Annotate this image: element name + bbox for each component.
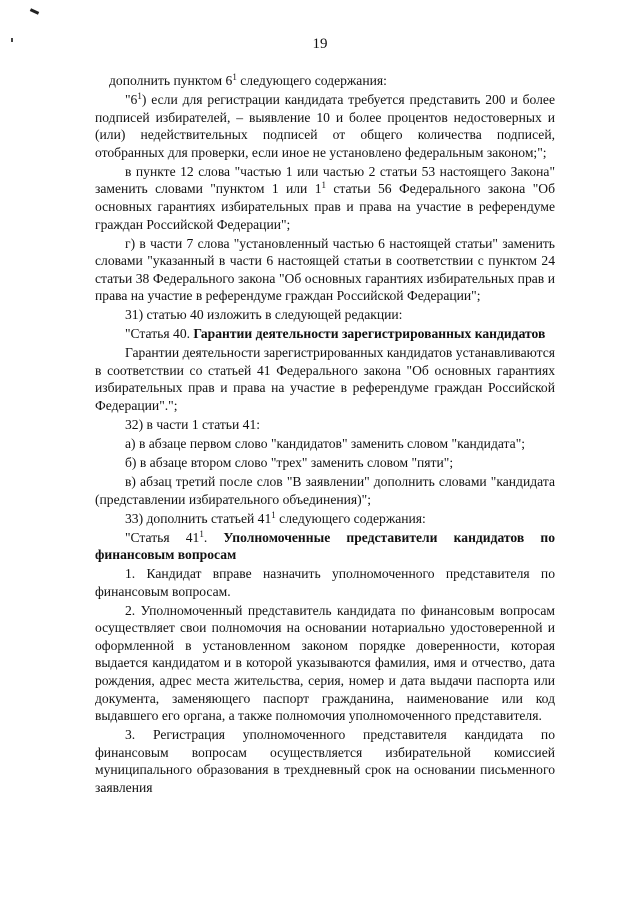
scan-mark [30, 8, 39, 15]
paragraph: 2. Уполномоченный представитель кандидата по финансовым вопросам осуществляет свои полномочия на основании нотариально удостоверенной и оформленной в установленном законом порядке доверенности, которая выдается кандидатом и в которой указываются фамилия, имя и отчество, дата рождения, адрес места жительства, серия, номер и дата выдачи паспорта или документа, заменяющего паспорт гражданина, наименование или код выдавшего его органа, а также полномочия уполномоченного представителя. [95, 602, 555, 724]
paragraph: 31) статью 40 изложить в следующей редакции: [125, 307, 403, 323]
paragraph: а) в абзаце первом слово "кандидатов" заменить словом "кандидата"; [125, 436, 526, 451]
paragraph: Гарантии деятельности зарегистрированных кандидатов устанавливаются в соответствии со статьей 41 Федерального закона "Об основных гарантиях избирательных прав и права на участие в референдуме граждан Российской Федерации"."; [95, 345, 555, 414]
paragraph: "$6^1$) если для регистрации кандидата требуется представить 200 и более подписей избирателей, – выявление 10 и более процентов недостоверных и (или) недействительных подписей от общего количества подписей, отобранных для проверки, если иное не установлено федеральным законом;"; [95, 90, 555, 160]
paragraph: 3. Регистрация уполномоченного представителя кандидата по финансовым вопросам осуществляется избирательной комиссией муниципального образования в трехдневный срок на основании письменного заявления [95, 727, 555, 796]
paragraph: в пункте 12 слова "частью 1 или частью 2 статьи 53 настоящего Закона" заменить словами "пунктом 1 или $1^1$ статьи 56 Федерального закона "Об основных гарантиях избирательных прав и права на участие в референдуме граждан Российской Федерации"; [95, 163, 555, 232]
paragraph: в) абзац третий после слов "В заявлении" дополнить словами "кандидата (представлении избирательного объединения)"; [95, 473, 555, 507]
document-body [95, 72, 555, 798]
article-heading: "Статья $41^1$. Уполномоченные представители кандидатов по финансовым вопросам [95, 528, 555, 563]
paragraph: 33) дополнить статьей $41^1$ следующего содержания: [125, 509, 426, 526]
page-number: 19 [312, 36, 328, 52]
paragraph: 1. Кандидат вправе назначить уполномоченного представителя по финансовым вопросам. [95, 566, 555, 599]
paragraph: 32) в части 1 статьи 41: [125, 417, 261, 433]
paragraph: г) в части 7 слова "установленный частью 6 настоящей статьи" заменить словами "указанный в части 6 настоящей статьи в соответствии с пунктом 24 статьи 38 Федерального закона "Об основных гарантиях избирательных прав и права на участие в референдуме граждан Российской Федерации"; [95, 235, 555, 304]
paragraph: б) в абзаце втором слово "трех" заменить словом "пяти"; [125, 454, 454, 470]
article-heading: "Статья 40. Гарантии деятельности зарегистрированных кандидатов [125, 326, 546, 342]
paragraph: дополнить пунктом $6^1$ следующего содержания: [109, 72, 387, 88]
